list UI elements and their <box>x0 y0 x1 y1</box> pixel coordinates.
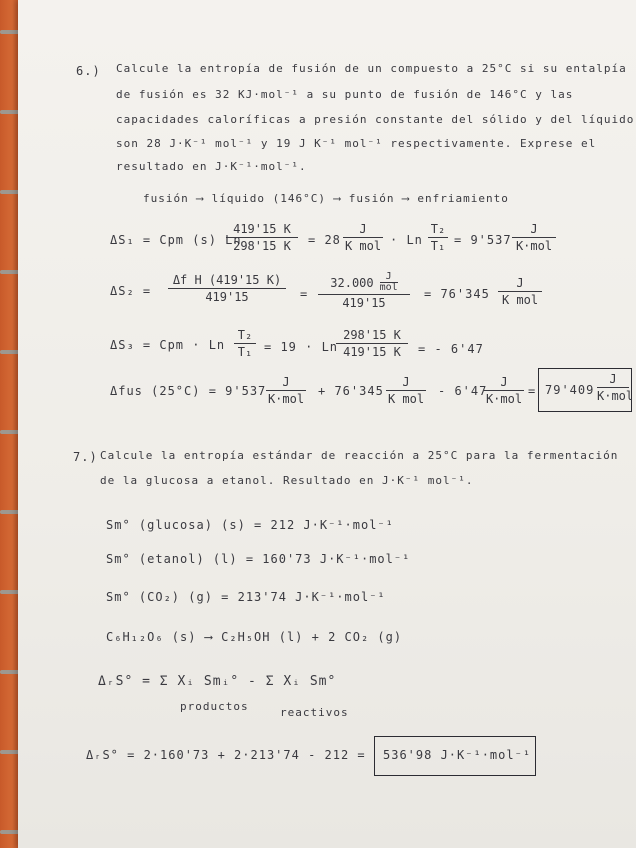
ds1-result: = 9'537 <box>454 233 512 247</box>
total-unit-2 <box>386 375 426 406</box>
unit-numerator: J <box>500 375 508 389</box>
data-line-glucose: Sm° (glucosa) (s) = 212 J·K⁻¹·mol⁻¹ <box>106 518 394 532</box>
label-reactants: reactivos <box>280 706 349 719</box>
statement-line: capacidades caloríficas a presión constante del sólido y del líquido <box>116 113 635 126</box>
total-minus: - 6'47 <box>438 384 488 398</box>
general-formula: ΔᵣS° = Σ Xᵢ Smᵢ° - Σ Xᵢ Sm° <box>98 674 337 689</box>
unit-numerator: J <box>385 271 392 282</box>
unit-numerator: J <box>359 222 367 236</box>
fraction-denominator: T₁ <box>430 239 446 253</box>
fraction-numerator: T₂ <box>237 328 253 342</box>
problem-number: 6.) <box>76 64 101 78</box>
final-answer-value: 79'409 <box>545 383 595 397</box>
unit-denominator: mol <box>379 282 398 293</box>
ds2-lhs: ΔS₂ = <box>110 284 152 298</box>
total-lhs: Δfus (25°C) = 9'537 <box>110 384 267 398</box>
fraction-numerator: 419'15 K <box>233 222 291 236</box>
unit-denominator: K mol <box>387 392 425 406</box>
unit-denominator: K·mol <box>485 392 523 406</box>
final-answer-value: 536'98 J·K⁻¹·mol⁻¹ <box>383 748 532 762</box>
ds3-t-ratio <box>234 328 256 359</box>
final-answer-box <box>538 368 632 412</box>
notebook-page <box>18 0 636 848</box>
fraction-denominator: T₁ <box>237 345 253 359</box>
total-plus: + 76'345 <box>318 384 384 398</box>
ds3-result: = - 6'47 <box>418 342 484 356</box>
fraction-denominator: 298'15 K <box>233 239 291 253</box>
unit-denominator: K·mol <box>267 392 305 406</box>
total-unit-3 <box>484 375 524 406</box>
fraction-numerator: 32.000 <box>330 275 374 290</box>
fraction-denominator: 419'15 <box>342 296 386 310</box>
fraction-numerator: T₂ <box>430 222 446 236</box>
unit-denominator: K mol <box>501 293 539 307</box>
unit-numerator: J <box>609 372 617 386</box>
statement-line: de la glucosa a etanol. Resultado en J·K⁻¹ mol⁻¹. <box>100 474 474 487</box>
label-products: productos <box>180 700 249 713</box>
ds2-enthalpy-over-temp <box>168 273 286 304</box>
statement-line: resultado en J·K⁻¹·mol⁻¹. <box>116 160 307 173</box>
fraction-numerator: Δf H (419'15 K) <box>172 273 282 287</box>
statement-line: son 28 J·K⁻¹ mol⁻¹ y 19 J K⁻¹ mol⁻¹ respectivamente. Exprese el <box>116 137 597 150</box>
total-unit-1 <box>266 375 306 406</box>
ds1-mid: = 28 <box>308 233 341 247</box>
statement-line: Calcule la entropía de fusión de un compuesto a 25°C si su entalpía <box>116 62 627 75</box>
data-line-ethanol: Sm° (etanol) (l) = 160'73 J·K⁻¹·mol⁻¹ <box>106 552 411 566</box>
ds2-result: = 76'345 <box>424 287 490 301</box>
ds3-lhs: ΔS₃ = Cpm · Ln <box>110 338 226 352</box>
statement-line: de fusión es 32 KJ·mol⁻¹ a su punto de fusión de 146°C y las <box>116 88 574 101</box>
problem-number: 7.) <box>73 450 98 464</box>
unit-denominator: K·mol <box>597 389 634 403</box>
fraction-denominator: 419'15 <box>205 290 249 304</box>
ds1-t-ratio <box>428 222 448 253</box>
ds3-temperature-ratio <box>336 328 408 359</box>
unit-denominator: K mol <box>344 239 382 253</box>
reaction-equation: C₆H₁₂O₆ (s) ⟶ C₂H₅OH (l) + 2 CO₂ (g) <box>106 630 403 644</box>
total-eq: = <box>528 384 537 398</box>
ds1-unit <box>343 222 383 253</box>
ds2-result-unit <box>498 276 542 307</box>
statement-line: Calcule la entropía estándar de reacción a 25°C para la fermentación <box>100 449 619 462</box>
unit-denominator: K·mol <box>515 239 553 253</box>
unit-numerator: J <box>402 375 410 389</box>
ds2-eq: = <box>300 287 309 301</box>
ds1-lhs: ΔS₁ = Cpm (s) Ln <box>110 233 242 247</box>
calculation-line: ΔᵣS° = 2·160'73 + 2·213'74 - 212 = <box>86 748 366 762</box>
unit-numerator: J <box>516 276 524 290</box>
ds2-value-fraction <box>318 272 410 310</box>
fraction-denominator: 419'15 K <box>343 345 401 359</box>
unit-numerator: J <box>530 222 538 236</box>
final-answer-box <box>374 736 536 776</box>
ds1-temperature-ratio <box>226 222 298 253</box>
ds1-ln: · Ln <box>390 233 423 247</box>
fraction-numerator: 298'15 K <box>343 328 401 342</box>
data-line-co2: Sm° (CO₂) (g) = 213'74 J·K⁻¹·mol⁻¹ <box>106 590 386 604</box>
final-answer-unit <box>597 372 634 403</box>
process-flow: fusión ⟶ líquido (146°C) ⟶ fusión ⟶ enfriamiento <box>143 192 509 205</box>
ds3-mid: = 19 · Ln <box>264 340 339 354</box>
ds1-result-unit <box>512 222 556 253</box>
unit-numerator: J <box>282 375 290 389</box>
